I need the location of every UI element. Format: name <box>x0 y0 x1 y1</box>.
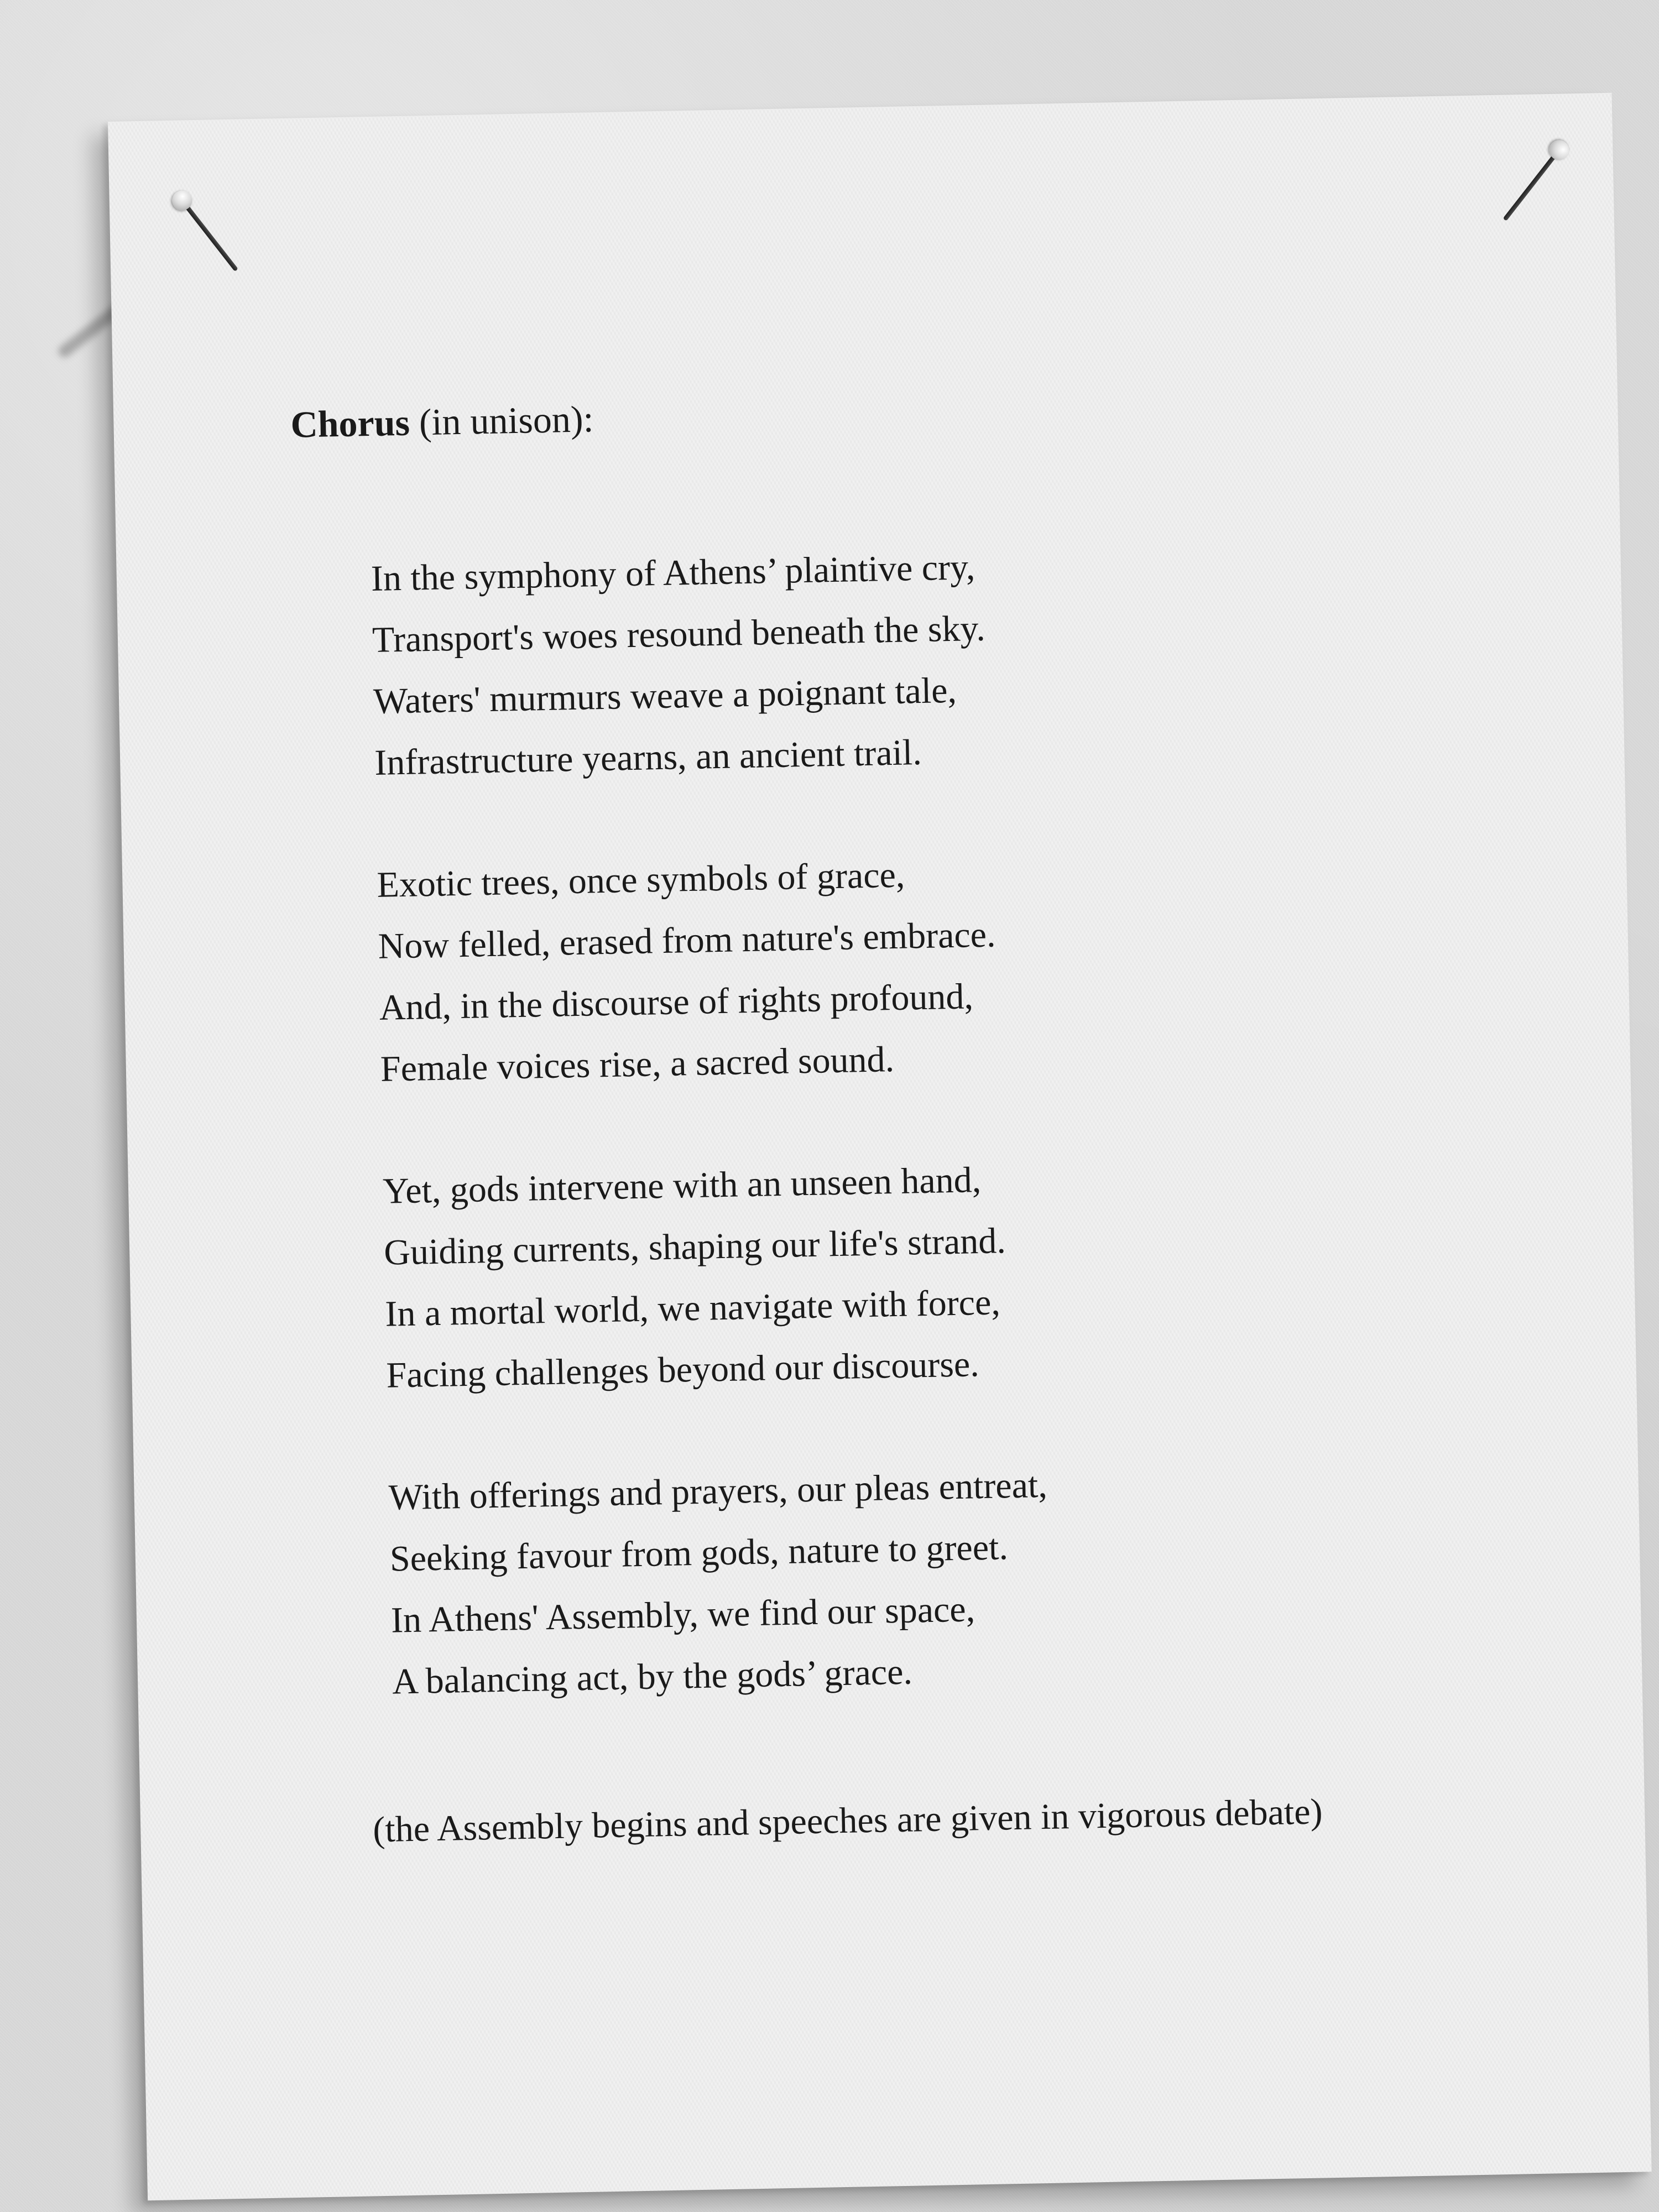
poem-line: Exotic trees, once symbols of grace, <box>376 854 905 905</box>
stage-direction: (the Assembly begins and speeches are given in vigorous debate) <box>372 1791 1323 1850</box>
speaker-heading <box>290 400 594 444</box>
poem-line: In the symphony of Athens’ plaintive cry, <box>371 547 975 599</box>
speaker-note: (in unison): <box>419 398 594 444</box>
poem-line: And, in the discourse of rights profound, <box>379 976 974 1028</box>
poem <box>371 535 1052 1773</box>
stanza-1 <box>371 535 1034 794</box>
stanza-3 <box>382 1148 1045 1406</box>
poem-line: Now felled, erased from nature's embrace. <box>378 914 997 967</box>
poem-line: Facing challenges beyond our discourse. <box>385 1344 980 1396</box>
poem-line: In Athens' Assembly, we find our space, <box>390 1589 975 1641</box>
poem-line: With offerings and prayers, our pleas entreat, <box>388 1464 1048 1518</box>
poem-line: Transport's woes resound beneath the sky. <box>372 608 986 660</box>
speaker-name: Chorus <box>290 401 410 446</box>
poem-line: A balancing act, by the gods’ grace. <box>392 1651 913 1702</box>
stanza-4 <box>388 1454 1051 1713</box>
paper-sheet <box>108 93 1652 2201</box>
stanza-2 <box>377 842 1040 1100</box>
poem-line: Waters' murmurs weave a poignant tale, <box>373 670 957 722</box>
poem-line: In a mortal world, we navigate with force, <box>384 1282 1001 1334</box>
poem-line: Guiding currents, shaping our life's strand. <box>383 1220 1006 1273</box>
poem-line: Yet, gods intervene with an unseen hand, <box>382 1160 982 1212</box>
poem-line: Female voices rise, a sacred sound. <box>380 1039 895 1089</box>
poem-line: Seeking favour from gods, nature to greet. <box>389 1527 1009 1579</box>
poem-line: Infrastructure yearns, an ancient trail. <box>374 732 922 783</box>
